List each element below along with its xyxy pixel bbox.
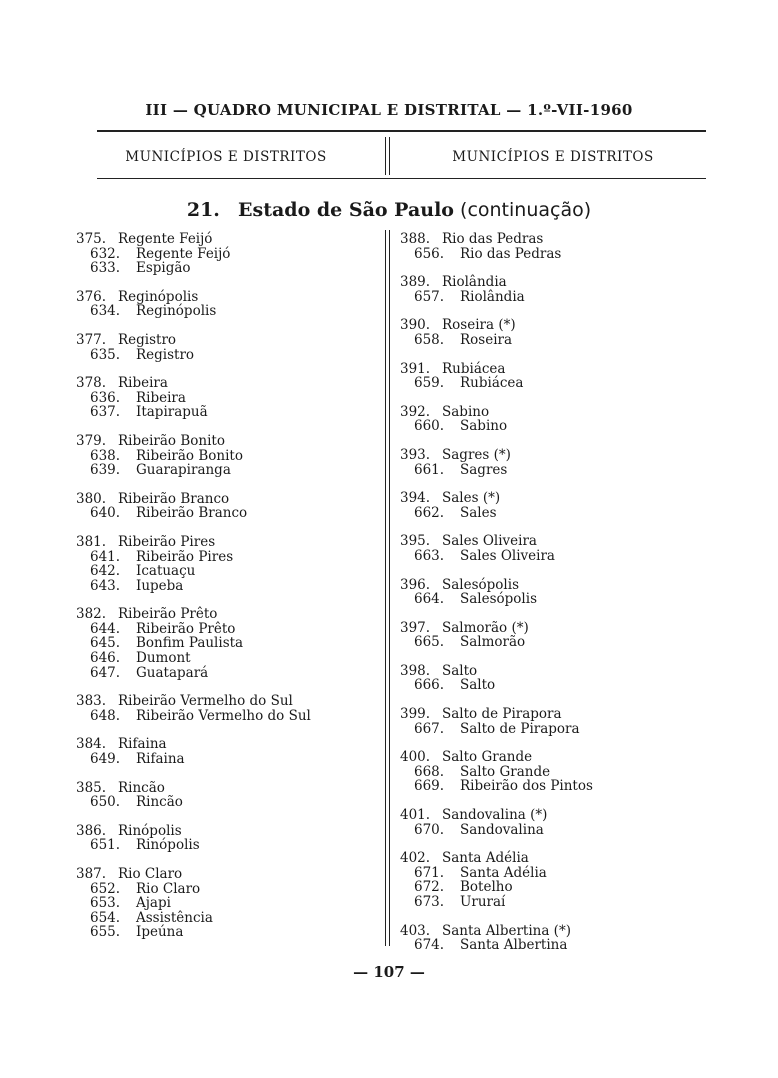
district-row <box>76 896 376 911</box>
district-number: 659. <box>414 375 445 392</box>
district-row <box>76 651 376 666</box>
municipality-row <box>400 664 700 679</box>
district-row <box>400 247 700 262</box>
district-name: Rinópolis <box>136 837 200 854</box>
district-name: Botelho <box>460 879 513 896</box>
district-row <box>400 938 700 953</box>
district-number: 641. <box>90 548 121 565</box>
municipality-row <box>400 491 700 506</box>
district-row <box>76 838 376 853</box>
municipality-row <box>400 621 700 636</box>
district-name: Riolândia <box>460 288 525 305</box>
municipality-number: 389. <box>400 274 431 291</box>
municipality-name: Salto <box>442 662 478 679</box>
district-name: Sabino <box>460 418 508 435</box>
district-name: Bonfim Paulista <box>136 635 244 652</box>
municipality-name: Santa Albertina (*) <box>442 922 571 939</box>
municipality-name: Rinópolis <box>118 822 182 839</box>
municipality-number: 403. <box>400 922 431 939</box>
district-row <box>76 579 376 594</box>
municipality-name: Salto Grande <box>442 749 533 766</box>
district-number: 666. <box>414 677 445 694</box>
municipality-entry <box>76 232 376 276</box>
district-row <box>76 405 376 420</box>
municipality-row <box>76 824 376 839</box>
municipality-name: Roseira (*) <box>442 317 516 334</box>
district-row <box>76 247 376 262</box>
municipality-entry <box>76 333 376 362</box>
district-row <box>76 261 376 276</box>
district-number: 672. <box>414 879 445 896</box>
municipality-row <box>76 694 376 709</box>
municipality-entry <box>400 707 700 736</box>
district-number: 664. <box>414 591 445 608</box>
district-name: Registro <box>136 346 195 363</box>
district-name: Rincão <box>136 794 183 811</box>
municipality-row <box>400 707 700 722</box>
district-name: Espigão <box>136 260 191 277</box>
municipality-number: 394. <box>400 490 431 507</box>
state-title <box>0 199 778 221</box>
district-row <box>76 911 376 926</box>
municipality-number: 383. <box>76 693 107 710</box>
header-rule-top <box>97 130 706 132</box>
district-row <box>76 925 376 940</box>
district-row <box>400 722 700 737</box>
district-number: 637. <box>90 404 121 421</box>
municipality-row <box>76 333 376 348</box>
district-name: Reginópolis <box>136 303 217 320</box>
municipality-entry <box>76 737 376 766</box>
district-name: Salto <box>460 677 496 694</box>
district-name: Itapirapuã <box>136 404 208 421</box>
district-name: Icatuaçu <box>136 563 196 580</box>
municipality-name: Rincão <box>118 779 165 796</box>
district-name: Rio Claro <box>136 880 201 897</box>
municipality-number: 387. <box>76 866 107 882</box>
municipality-entry <box>400 232 700 261</box>
district-row <box>76 622 376 637</box>
district-row <box>400 895 700 910</box>
municipality-row <box>76 492 376 507</box>
district-name: Salto Grande <box>460 763 551 780</box>
district-number: 663. <box>414 547 445 564</box>
municipality-name: Ribeirão Pires <box>118 533 216 550</box>
district-number: 656. <box>414 245 445 262</box>
district-name: Guarapiranga <box>136 462 231 479</box>
right-column <box>400 232 700 967</box>
municipality-number: 400. <box>400 749 431 766</box>
state-continuation: (continuação) <box>460 199 592 221</box>
district-number: 668. <box>414 763 445 780</box>
district-name: Regente Feijó <box>136 245 231 262</box>
municipality-name: Sales (*) <box>442 490 501 507</box>
municipality-name: Ribeira <box>118 375 168 392</box>
district-number: 632. <box>90 245 121 262</box>
page-number: — 107 — <box>353 963 425 981</box>
municipality-number: 393. <box>400 446 431 463</box>
district-row <box>400 635 700 650</box>
district-number: 671. <box>414 864 445 881</box>
municipality-row <box>400 578 700 593</box>
district-number: 643. <box>90 577 121 594</box>
municipality-entry <box>400 318 700 347</box>
district-name: Salesópolis <box>460 591 537 608</box>
municipality-entry <box>400 851 700 909</box>
district-name: Ribeira <box>136 389 186 406</box>
municipality-entry <box>400 621 700 650</box>
district-number: 649. <box>90 751 121 768</box>
municipality-entry <box>76 694 376 723</box>
municipality-number: 390. <box>400 317 431 334</box>
municipality-entry <box>400 405 700 434</box>
district-name: Ribeirão Vermelho do Sul <box>136 707 311 724</box>
district-number: 639. <box>90 462 121 479</box>
municipality-number: 385. <box>76 779 107 796</box>
municipality-row <box>76 867 376 882</box>
municipality-number: 381. <box>76 533 107 550</box>
district-number: 653. <box>90 895 121 912</box>
district-name: Santa Adélia <box>460 864 547 881</box>
municipality-entry <box>76 434 376 478</box>
municipality-entry <box>76 376 376 420</box>
district-number: 636. <box>90 389 121 406</box>
municipality-row <box>400 405 700 420</box>
district-row <box>400 592 700 607</box>
district-row <box>76 506 376 521</box>
municipality-row <box>400 448 700 463</box>
municipality-number: 396. <box>400 576 431 593</box>
district-number: 674. <box>414 937 445 954</box>
municipality-number: 384. <box>76 736 107 753</box>
district-number: 635. <box>90 346 121 363</box>
municipality-entry <box>400 534 700 563</box>
municipality-name: Rubiácea <box>442 360 506 377</box>
municipality-name: Sabino <box>442 403 490 420</box>
municipality-number: 391. <box>400 360 431 377</box>
municipality-number: 392. <box>400 403 431 420</box>
municipality-entry <box>400 750 700 794</box>
municipality-row <box>400 534 700 549</box>
district-number: 650. <box>90 794 121 811</box>
municipality-row <box>400 924 700 939</box>
municipality-number: 379. <box>76 432 107 449</box>
municipality-name: Regente Feijó <box>118 231 213 247</box>
district-number: 655. <box>90 924 121 941</box>
district-row <box>76 463 376 478</box>
district-number: 661. <box>414 461 445 478</box>
state-name: Estado de São Paulo <box>238 199 454 221</box>
municipality-number: 377. <box>76 331 107 348</box>
district-name: Ribeirão dos Pintos <box>460 778 593 795</box>
municipality-name: Registro <box>118 331 177 348</box>
municipality-number: 375. <box>76 231 107 247</box>
municipality-row <box>76 737 376 752</box>
district-number: 660. <box>414 418 445 435</box>
municipality-entry <box>76 824 376 853</box>
state-number: 21. <box>186 199 220 221</box>
district-number: 647. <box>90 664 121 681</box>
district-number: 662. <box>414 504 445 521</box>
municipality-row <box>400 851 700 866</box>
district-name: Rubiácea <box>460 375 524 392</box>
municipality-name: Rio Claro <box>118 866 183 882</box>
district-number: 640. <box>90 505 121 522</box>
district-number: 670. <box>414 821 445 838</box>
district-row <box>400 779 700 794</box>
district-name: Salto de Pirapora <box>460 720 580 737</box>
district-name: Ajapi <box>136 895 171 912</box>
municipality-name: Sagres (*) <box>442 446 511 463</box>
district-number: 644. <box>90 620 121 637</box>
municipality-name: Reginópolis <box>118 288 199 305</box>
district-row <box>400 333 700 348</box>
district-row <box>76 391 376 406</box>
municipality-name: Rio das Pedras <box>442 231 544 247</box>
district-name: Ribeirão Bonito <box>136 447 243 464</box>
district-number: 651. <box>90 837 121 854</box>
municipality-number: 382. <box>76 606 107 623</box>
district-name: Sagres <box>460 461 508 478</box>
municipality-entry <box>76 867 376 940</box>
district-row <box>400 678 700 693</box>
district-number: 669. <box>414 778 445 795</box>
municipality-row <box>76 607 376 622</box>
district-name: Rio das Pedras <box>460 245 562 262</box>
municipality-number: 399. <box>400 706 431 723</box>
municipality-number: 397. <box>400 619 431 636</box>
municipality-name: Sandovalina (*) <box>442 807 548 824</box>
district-row <box>76 636 376 651</box>
column-heading-divider <box>385 137 390 175</box>
district-row <box>400 463 700 478</box>
municipality-row <box>76 535 376 550</box>
district-number: 657. <box>414 288 445 305</box>
municipality-number: 386. <box>76 822 107 839</box>
column-heading-left: MUNICÍPIOS E DISTRITOS <box>125 149 327 165</box>
district-name: Ribeirão Branco <box>136 505 248 522</box>
district-number: 665. <box>414 634 445 651</box>
district-row <box>76 348 376 363</box>
district-number: 652. <box>90 880 121 897</box>
municipality-row <box>76 232 376 247</box>
district-name: Santa Albertina <box>460 937 568 954</box>
municipality-entry <box>400 924 700 953</box>
district-row <box>76 304 376 319</box>
district-row <box>400 376 700 391</box>
district-number: 673. <box>414 894 445 910</box>
municipality-row <box>400 808 700 823</box>
municipality-name: Salmorão (*) <box>442 619 529 636</box>
municipality-entry <box>400 578 700 607</box>
district-number: 646. <box>90 650 121 667</box>
municipality-row <box>400 232 700 247</box>
municipality-entry <box>400 275 700 304</box>
district-row <box>76 709 376 724</box>
district-name: Assistência <box>136 909 213 926</box>
municipality-name: Riolândia <box>442 274 507 291</box>
district-name: Sales <box>460 504 497 521</box>
district-name: Ururaí <box>460 894 506 910</box>
municipality-name: Salesópolis <box>442 576 519 593</box>
municipality-entry <box>76 492 376 521</box>
page-header: III — QUADRO MUNICIPAL E DISTRITAL — 1.º-VII-1960 <box>145 101 633 119</box>
municipality-name: Ribeirão Prêto <box>118 606 218 623</box>
district-number: 645. <box>90 635 121 652</box>
municipality-row <box>400 750 700 765</box>
municipality-name: Sales Oliveira <box>442 533 537 550</box>
district-name: Dumont <box>136 650 191 667</box>
municipality-name: Ribeirão Vermelho do Sul <box>118 693 293 710</box>
district-row <box>400 823 700 838</box>
municipality-name: Ribeirão Bonito <box>118 432 225 449</box>
district-row <box>76 666 376 681</box>
municipality-number: 380. <box>76 490 107 507</box>
district-name: Rifaina <box>136 751 185 768</box>
district-number: 633. <box>90 260 121 277</box>
left-column <box>76 232 376 954</box>
municipality-number: 401. <box>400 807 431 824</box>
municipality-number: 378. <box>76 375 107 392</box>
district-name: Guatapará <box>136 664 209 681</box>
district-number: 634. <box>90 303 121 320</box>
district-name: Roseira <box>460 331 513 348</box>
district-name: Iupeba <box>136 577 184 594</box>
column-heading-right: MUNICÍPIOS E DISTRITOS <box>452 149 654 165</box>
district-row <box>400 290 700 305</box>
district-name: Ribeirão Prêto <box>136 620 236 637</box>
municipality-entry <box>76 781 376 810</box>
municipality-name: Salto de Pirapora <box>442 706 562 723</box>
district-row <box>76 795 376 810</box>
municipality-name: Ribeirão Branco <box>118 490 230 507</box>
municipality-entry <box>400 808 700 837</box>
municipality-name: Santa Adélia <box>442 850 529 867</box>
municipality-row <box>400 318 700 333</box>
district-row <box>76 449 376 464</box>
district-name: Salmorão <box>460 634 526 651</box>
district-row <box>400 419 700 434</box>
district-number: 638. <box>90 447 121 464</box>
district-number: 654. <box>90 909 121 926</box>
municipality-entry <box>76 535 376 593</box>
district-row <box>76 882 376 897</box>
municipality-entry <box>400 362 700 391</box>
district-name: Sandovalina <box>460 821 544 838</box>
municipality-row <box>76 376 376 391</box>
district-row <box>400 506 700 521</box>
header-rule-bottom <box>97 178 706 179</box>
district-name: Ribeirão Pires <box>136 548 234 565</box>
district-row <box>400 880 700 895</box>
municipality-number: 398. <box>400 662 431 679</box>
municipality-number: 388. <box>400 231 431 247</box>
municipality-name: Rifaina <box>118 736 167 753</box>
district-row <box>400 866 700 881</box>
district-number: 642. <box>90 563 121 580</box>
district-row <box>400 549 700 564</box>
district-name: Sales Oliveira <box>460 547 555 564</box>
municipality-entry <box>400 448 700 477</box>
municipality-entry <box>400 491 700 520</box>
column-divider <box>385 230 390 946</box>
district-row <box>76 550 376 565</box>
district-row <box>76 564 376 579</box>
municipality-row <box>400 362 700 377</box>
district-row <box>76 752 376 767</box>
municipality-row <box>76 290 376 305</box>
municipality-row <box>76 781 376 796</box>
municipality-entry <box>76 290 376 319</box>
district-number: 658. <box>414 331 445 348</box>
district-number: 667. <box>414 720 445 737</box>
municipality-number: 402. <box>400 850 431 867</box>
municipality-row <box>400 275 700 290</box>
district-number: 648. <box>90 707 121 724</box>
municipality-row <box>76 434 376 449</box>
district-row <box>400 765 700 780</box>
municipality-number: 395. <box>400 533 431 550</box>
municipality-entry <box>76 607 376 680</box>
municipality-entry <box>400 664 700 693</box>
district-name: Ipeúna <box>136 924 184 941</box>
municipality-number: 376. <box>76 288 107 305</box>
